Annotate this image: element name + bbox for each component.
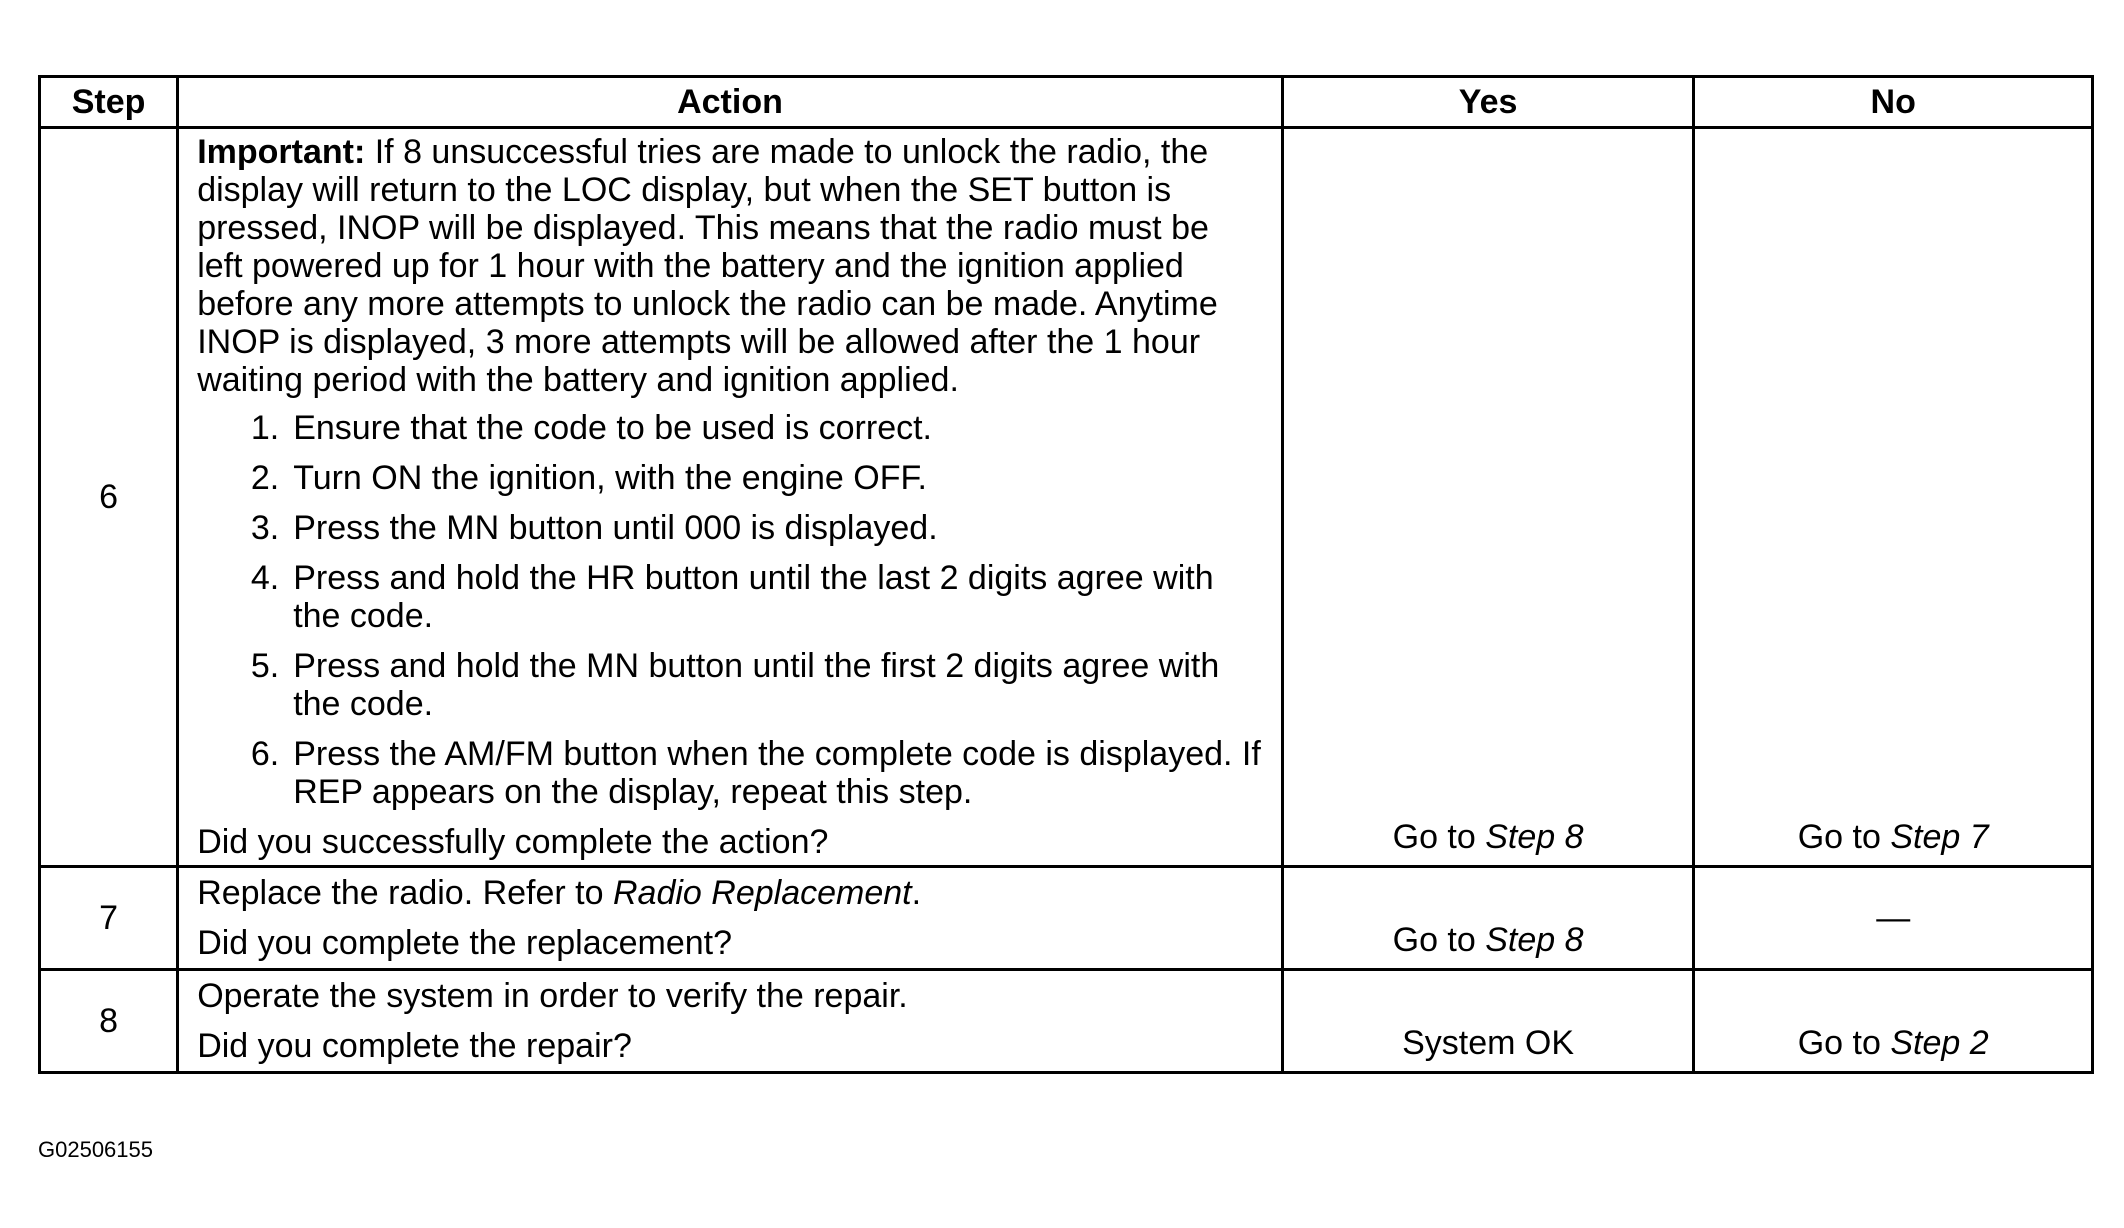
header-row xyxy=(40,77,2093,128)
list-item xyxy=(197,409,1261,447)
yes-prefix: Go to xyxy=(1392,818,1486,856)
action-suffix: . xyxy=(911,874,922,912)
no-prefix: Go to xyxy=(1797,1024,1891,1062)
yes-prefix: Go to xyxy=(1392,921,1486,959)
question-text: Did you complete the replacement? xyxy=(197,924,733,962)
reference-link[interactable]: Radio Replacement xyxy=(612,874,912,912)
list-item xyxy=(197,559,1261,635)
important-note xyxy=(197,133,1261,399)
list-item-number: 6. xyxy=(250,735,280,773)
list-item-text: Press and hold the HR button until the last 2 digits agree with the code. xyxy=(293,559,1214,635)
step-number: 8 xyxy=(40,970,178,1073)
action-cell xyxy=(178,867,1283,970)
action-cell xyxy=(178,128,1283,867)
list-item-text: Press the MN button until 000 is displayed. xyxy=(293,509,938,547)
list-item-text: Press and hold the MN button until the first 2 digits agree with the code. xyxy=(293,647,1220,723)
list-item-text: Ensure that the code to be used is correct. xyxy=(293,409,932,447)
step-number: 6 xyxy=(40,128,178,867)
question-text: Did you successfully complete the action? xyxy=(197,823,829,861)
header-step: Step xyxy=(40,77,178,128)
list-item-number: 5. xyxy=(250,647,280,685)
step-link[interactable]: Step 8 xyxy=(1485,818,1584,856)
table-row xyxy=(40,128,2093,867)
list-item-number: 3. xyxy=(250,509,280,547)
no-prefix: Go to xyxy=(1797,818,1891,856)
yes-result: System OK xyxy=(1282,970,1694,1073)
list-item-text: Turn ON the ignition, with the engine OFF. xyxy=(293,459,927,497)
action-text: Operate the system in order to verify the repair. xyxy=(197,977,908,1015)
list-item-text: Press the AM/FM button when the complete code is displayed. If REP appears on the display, repeat this step. xyxy=(293,735,1261,811)
question-text: Did you complete the repair? xyxy=(197,1027,632,1065)
important-label: Important: xyxy=(197,133,366,171)
yes-result xyxy=(1282,867,1694,970)
important-text: If 8 unsuccessful tries are made to unlock the radio, the display will return to the LOC display, but when the SET button is pressed, INOP will be displayed. This means that the radio must be left powered up for 1 hour with the battery and the ignition applied before any more attempts to unlock the radio can be made. Anytime INOP is displayed, 3 more attempts will be allowed after the 1 hour waiting period with the battery and ignition applied. xyxy=(197,133,1218,399)
action-cell xyxy=(178,970,1283,1073)
list-item xyxy=(197,647,1261,723)
list-item-number: 1. xyxy=(250,409,280,447)
action-text xyxy=(197,874,1261,912)
list-item xyxy=(197,735,1261,811)
list-item-number: 2. xyxy=(250,459,280,497)
header-action: Action xyxy=(178,77,1283,128)
figure-id: G02506155 xyxy=(38,1137,153,1162)
step-link[interactable]: Step 7 xyxy=(1890,818,1989,856)
procedure-list xyxy=(197,409,1261,811)
step-link[interactable]: Step 2 xyxy=(1890,1024,1989,1062)
step-link[interactable]: Step 8 xyxy=(1485,921,1584,959)
table-row xyxy=(40,970,2093,1073)
list-item-number: 4. xyxy=(250,559,280,597)
diagnostic-table xyxy=(38,75,2094,1074)
no-result xyxy=(1694,128,2093,867)
list-item xyxy=(197,509,1261,547)
header-yes: Yes xyxy=(1282,77,1694,128)
action-prefix: Replace the radio. Refer to xyxy=(197,874,613,912)
no-result: — xyxy=(1694,867,2093,970)
header-no: No xyxy=(1694,77,2093,128)
no-result xyxy=(1694,970,2093,1073)
yes-result xyxy=(1282,128,1694,867)
list-item xyxy=(197,459,1261,497)
table-row xyxy=(40,867,2093,970)
step-number: 7 xyxy=(40,867,178,970)
